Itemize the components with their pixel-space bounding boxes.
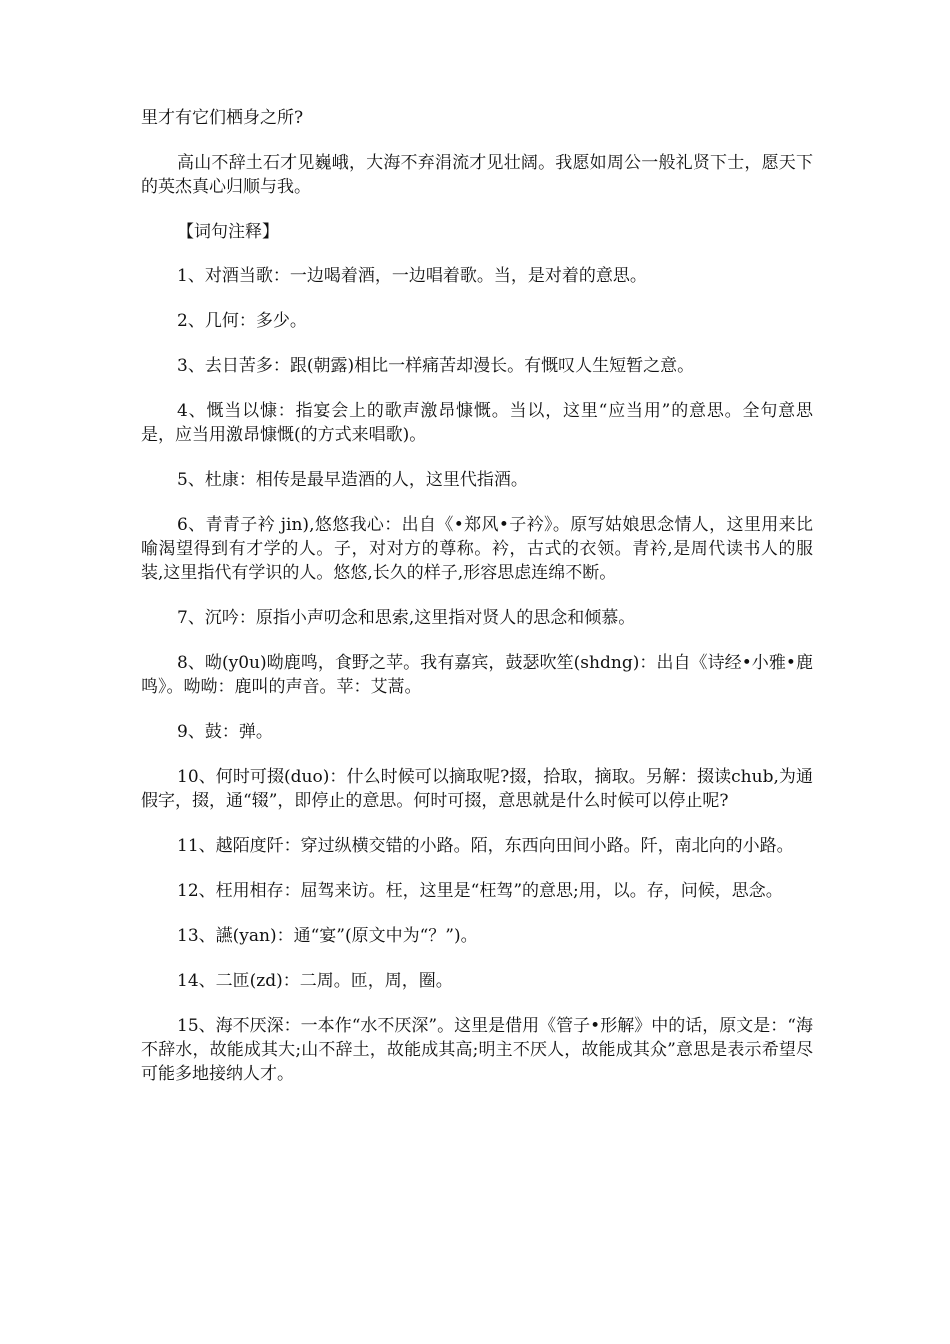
annotation-item-13: 13、讌(yan)：通“宴”(原文中为“？”)。 (177, 926, 478, 946)
annotation-item-6: 6、青青子衿 jin),悠悠我心：出自《•郑风•子衿》。原写姑娘思念情人，这里用来比喻渴望得到有才学的人。子，对对方的尊称。衿，古式的衣领。青衿,是周代读书人的服装,这里指代有学识的人。悠悠,长久的样子,形容思虑连绵不断。 (141, 515, 813, 583)
annotation-item-1: 1、对酒当歌：一边喝着酒，一边唱着歌。当，是对着的意思。 (177, 266, 647, 286)
annotation-item-12: 12、枉用相存：屈驾来访。枉，这里是“枉驾”的意思;用，以。存，问候，思念。 (177, 881, 783, 901)
document-body (141, 106, 813, 1107)
annotation-item-14: 14、二匝(zd)：二周。匝，周，圈。 (177, 971, 453, 991)
annotation-item-10: 10、何时可掇(duo)：什么时候可以摘取呢?掇，拾取，摘取。另解：掇读chub,为通假字，掇，通“辍”，即停止的意思。何时可掇，意思就是什么时候可以停止呢? (141, 767, 813, 811)
section-heading-annotations: 【词句注释】 (177, 222, 279, 242)
paragraph-continuation: 里才有它们栖身之所? (141, 108, 304, 128)
annotation-item-2: 2、几何：多少。 (177, 311, 307, 331)
paragraph-translation-end: 高山不辞土石才见巍峨，大海不弃涓流才见壮阔。我愿如周公一般礼贤下士，愿天下的英杰真心归顺与我。 (141, 153, 813, 197)
annotation-item-5: 5、杜康：相传是最早造酒的人，这里代指酒。 (177, 470, 528, 490)
annotation-item-8: 8、呦(y0u)呦鹿鸣，食野之苹。我有嘉宾，鼓瑟吹笙(shdng)：出自《诗经•小雅•鹿鸣》。呦呦：鹿叫的声音。苹：艾蒿。 (141, 653, 813, 697)
annotation-item-3: 3、去日苦多：跟(朝露)相比一样痛苦却漫长。有慨叹人生短暂之意。 (177, 356, 695, 376)
annotation-item-15: 15、海不厌深：一本作“水不厌深”。这里是借用《管子•形解》中的话，原文是：“海不辞水，故能成其大;山不辞土，故能成其高;明主不厌人，故能成其众”意思是表示希望尽可能多地接纳人才。 (141, 1016, 813, 1084)
annotation-item-4: 4、慨当以慷：指宴会上的歌声激昂慷慨。当以，这里“应当用”的意思。全句意思是，应当用激昂慷慨(的方式来唱歌)。 (141, 401, 813, 445)
annotation-item-7: 7、沉吟：原指小声叨念和思索,这里指对贤人的思念和倾慕。 (177, 608, 636, 628)
annotation-item-11: 11、越陌度阡：穿过纵横交错的小路。陌，东西向田间小路。阡，南北向的小路。 (177, 836, 794, 856)
annotation-item-9: 9、鼓：弹。 (177, 722, 273, 742)
